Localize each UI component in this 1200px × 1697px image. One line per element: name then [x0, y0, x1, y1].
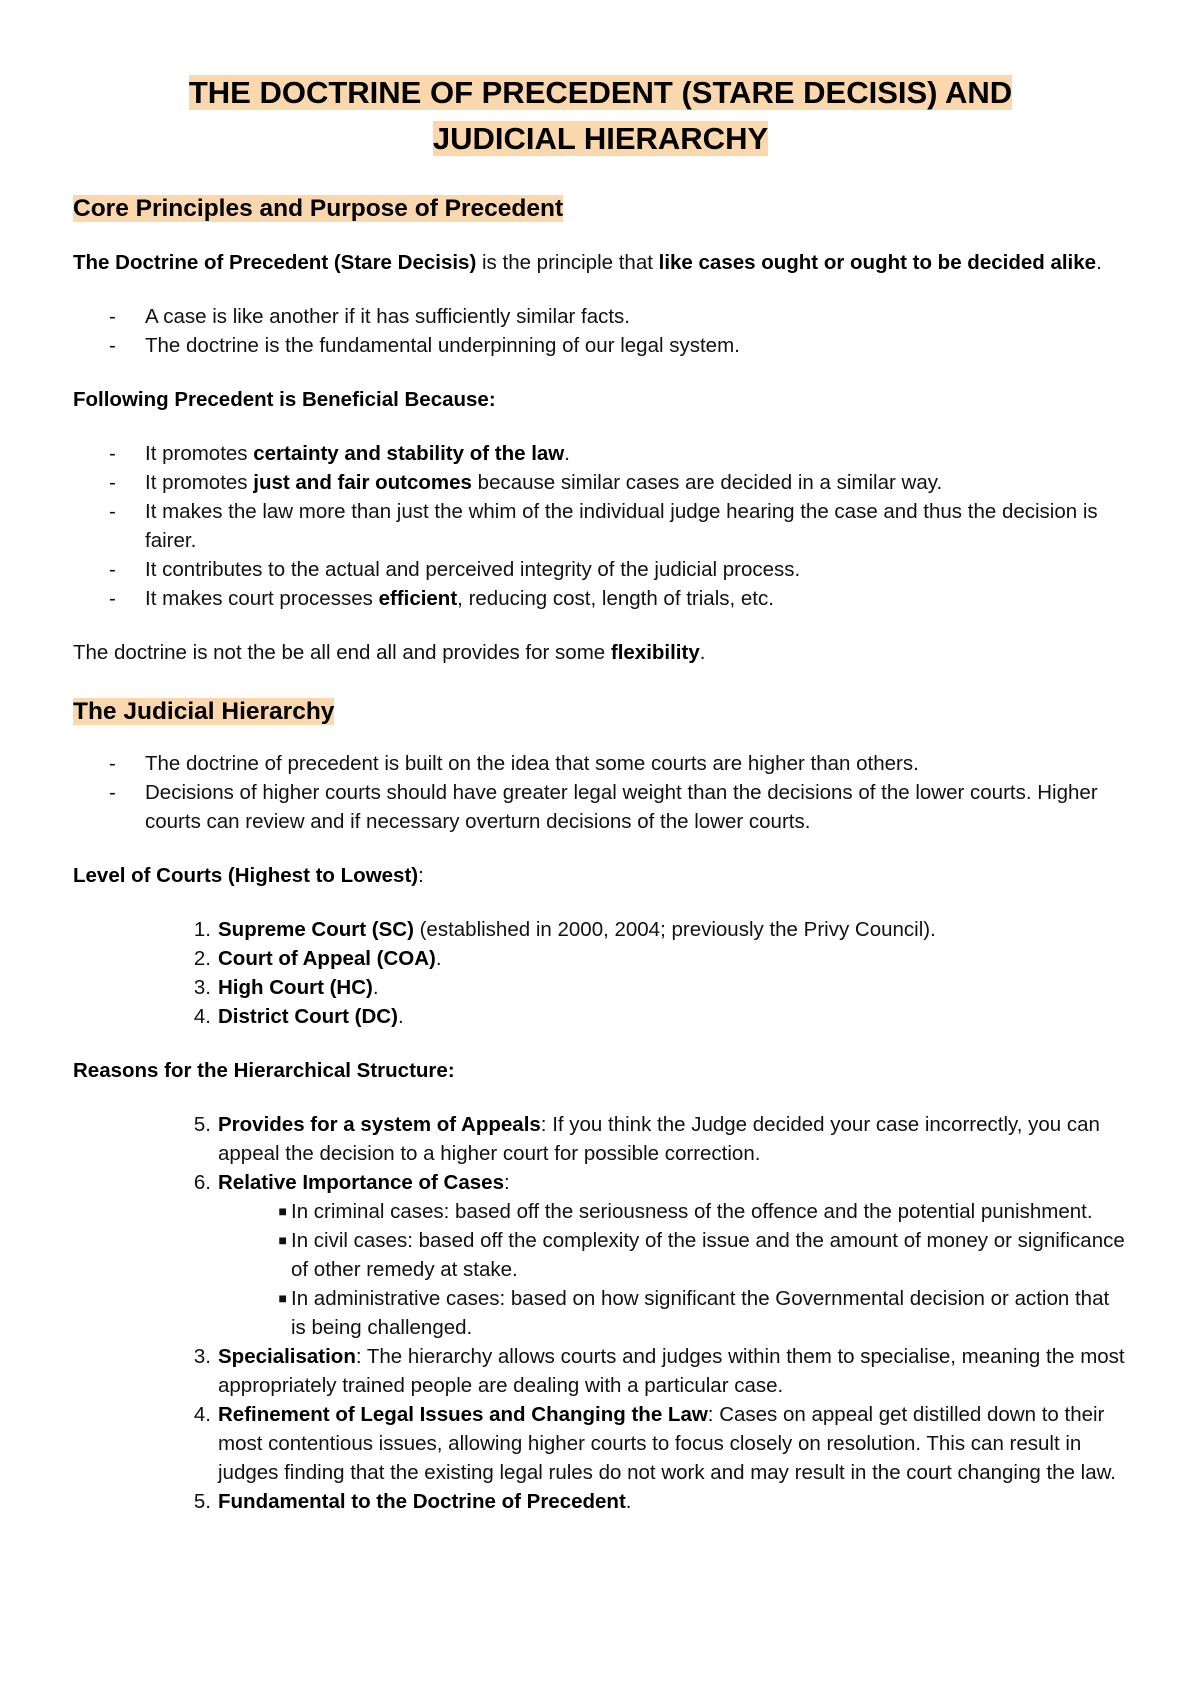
- title-line-2: JUDICIAL HIERARCHY: [432, 121, 769, 156]
- list-item: - The doctrine of precedent is built on the idea that some courts are higher than others.: [109, 752, 919, 775]
- benefits-list: [73, 439, 1128, 613]
- importance-subitems: [218, 1197, 1128, 1342]
- list-item: - Decisions of higher courts should have greater legal weight than the decisions of the lower courts. Higher courts can review and if necessary overturn decisions of the lower courts.: [109, 781, 1098, 833]
- doctrine-definition: The Doctrine of Precedent (Stare Decisis) is the principle that like cases ought or ought to be decided alike.: [73, 251, 1102, 274]
- reasons-list: [73, 1110, 1128, 1516]
- court-levels-list: [73, 915, 1128, 1031]
- list-item: - It promotes certainty and stability of the law.: [109, 442, 570, 465]
- list-item: 3. Specialisation: The hierarchy allows courts and judges within them to specialise, meaning the most appropriately trained people are dealing with a particular case.: [193, 1345, 1125, 1397]
- list-item: 4. Refinement of Legal Issues and Changing the Law: Cases on appeal get distilled down to their most contentious issues, allowing higher courts to focus closely on resolution. This can result in judges finding that the existing legal rules do not work and may result in the court changing the law.: [193, 1403, 1116, 1484]
- list-item: 5. Provides for a system of Appeals: If you think the Judge decided your case incorrectly, you can appeal the decision to a higher court for possible correction.: [193, 1113, 1100, 1165]
- flexibility-note: The doctrine is not the be all end all and provides for some flexibility.: [73, 641, 706, 664]
- list-item: 2. Court of Appeal (COA).: [193, 947, 442, 970]
- list-item: - It makes court processes efficient, reducing cost, length of trials, etc.: [109, 587, 774, 610]
- list-item: 3. High Court (HC).: [193, 976, 379, 999]
- list-item: ■ In criminal cases: based off the seriousness of the offence and the potential punishment.: [278, 1200, 1093, 1223]
- title-line-1: THE DOCTRINE OF PRECEDENT (STARE DECISIS) AND: [188, 75, 1013, 110]
- list-item: - The doctrine is the fundamental underpinning of our legal system.: [109, 334, 740, 357]
- section-heading-core-principles: Core Principles and Purpose of Precedent: [73, 195, 564, 222]
- reasons-heading: Reasons for the Hierarchical Structure:: [73, 1059, 455, 1082]
- section-heading-judicial-hierarchy: The Judicial Hierarchy: [73, 698, 335, 725]
- list-item: - A case is like another if it has sufficiently similar facts.: [109, 305, 630, 328]
- document-title: [73, 70, 1128, 162]
- court-levels-heading: Level of Courts (Highest to Lowest):: [73, 864, 424, 887]
- list-item: ■ In administrative cases: based on how significant the Governmental decision or action that is being challenged.: [278, 1287, 1110, 1339]
- list-item: 1. Supreme Court (SC) (established in 2000, 2004; previously the Privy Council).: [193, 918, 936, 941]
- benefits-heading: Following Precedent is Beneficial Because:: [73, 388, 496, 411]
- list-item: 4. District Court (DC).: [193, 1005, 404, 1028]
- list-item: - It makes the law more than just the whim of the individual judge hearing the case and thus the decision is fairer.: [109, 500, 1098, 552]
- list-item: ■ In civil cases: based off the complexity of the issue and the amount of money or significance of other remedy at stake.: [278, 1229, 1125, 1281]
- list-item: - It contributes to the actual and perceived integrity of the judicial process.: [109, 558, 801, 581]
- list-item: 6. Relative Importance of Cases: ■ In criminal cases: based off the seriousness of the offence and the potential punishment. ■ In civil cases: based off the complexity of the issue and the amount of money or significance of other remedy at stake. ■ In administrative cases: based on how significant the Governmental decision or action that is being challenged.: [73, 1168, 1128, 1342]
- hierarchy-bullets: [73, 749, 1128, 836]
- list-item: - It promotes just and fair outcomes because similar cases are decided in a similar way.: [109, 471, 943, 494]
- list-item: 5. Fundamental to the Doctrine of Precedent.: [193, 1490, 632, 1513]
- doctrine-bullets: [73, 302, 1128, 360]
